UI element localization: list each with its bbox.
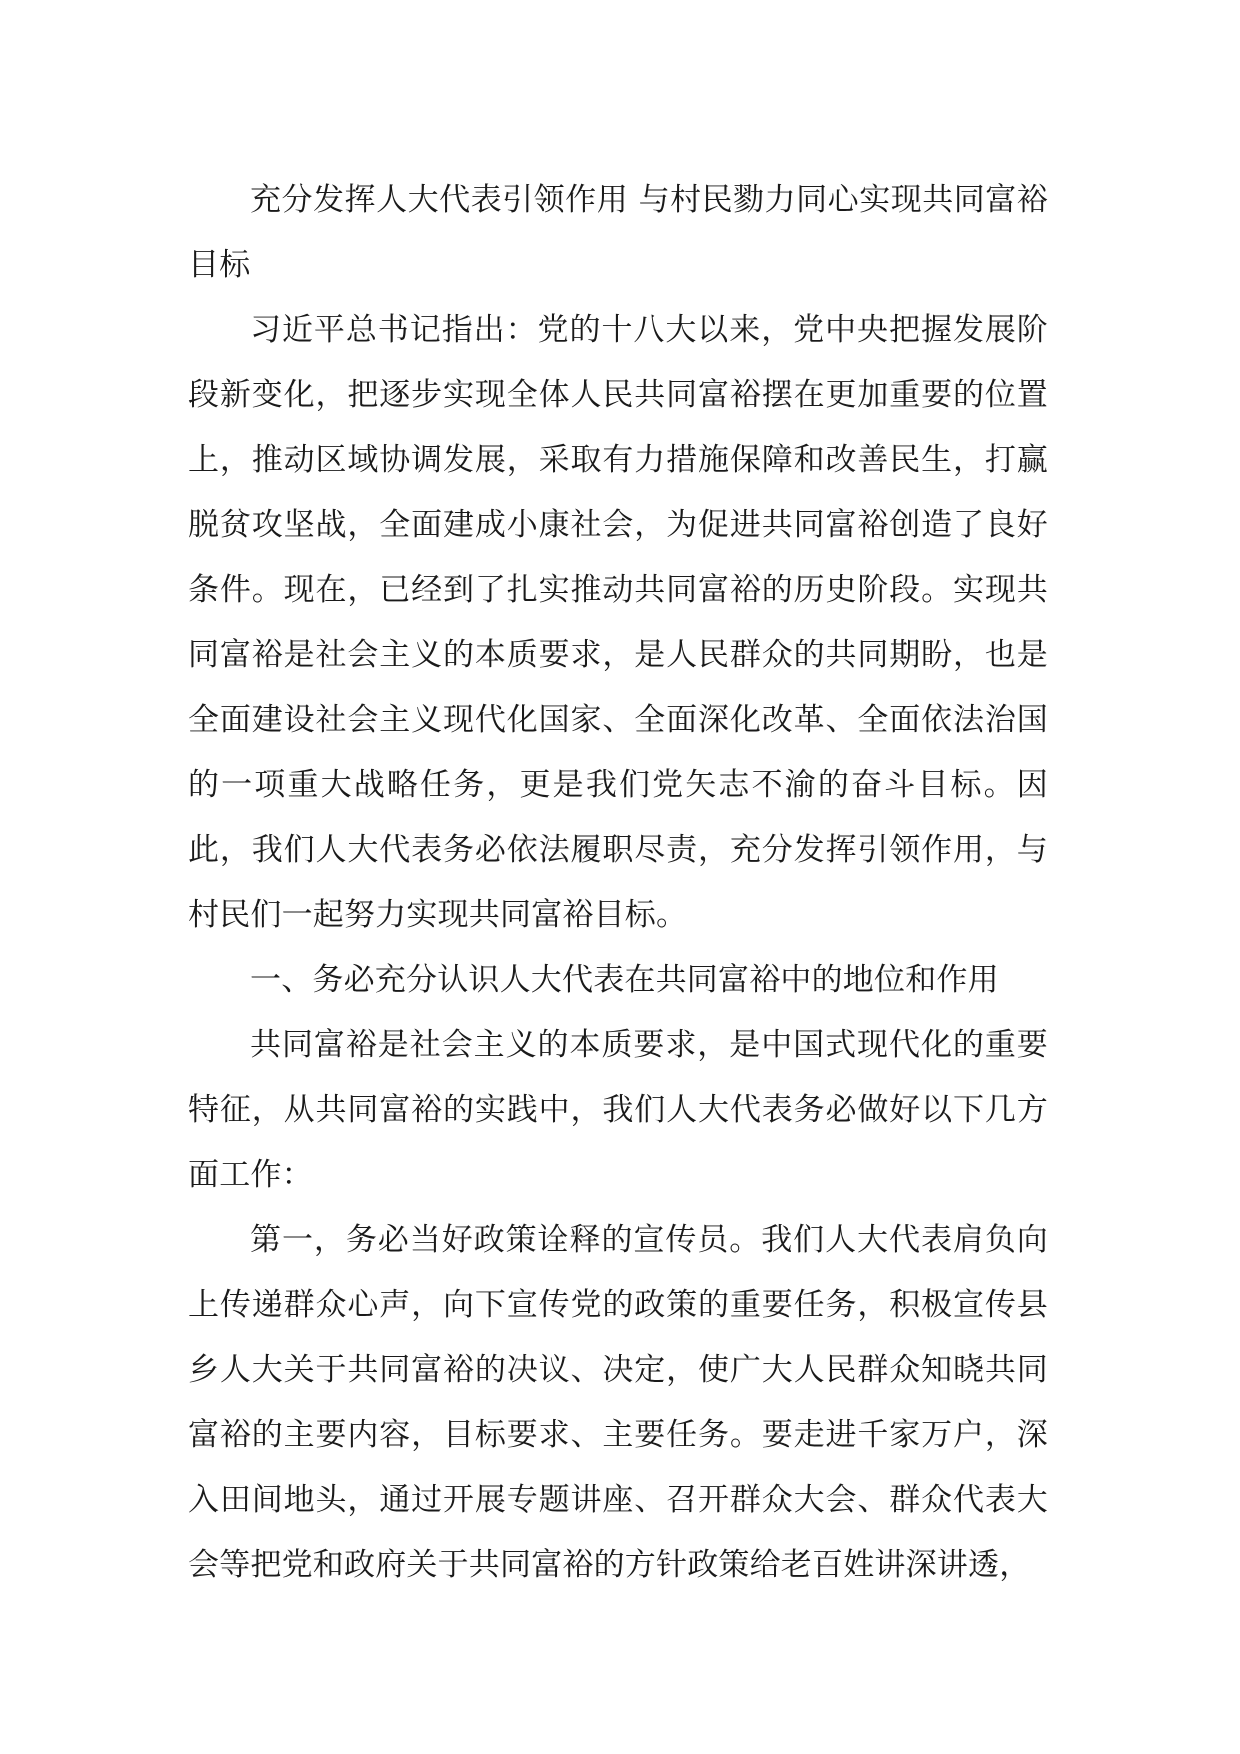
document-title: 充分发挥人大代表引领作用 与村民勠力同心实现共同富裕目标 — [188, 182, 1048, 283]
paragraph-section-1-intro: 共同富裕是社会主义的本质要求，是中国式现代化的重要特征，从共同富裕的实践中，我们人大代表务必做好以下几方面工作： — [188, 1027, 1048, 1193]
paragraph-point-1: 第一，务必当好政策诠释的宣传员。我们人大代表肩负向上传递群众心声，向下宣传党的政策的重要任务，积极宣传县乡人大关于共同富裕的决议、决定，使广大人民群众知晓共同富裕的主要内容，目标要求、主要任务。要走进千家万户，深入田间地头，通过开展专题讲座、召开群众大会、群众代表大会等把党和政府关于共同富裕的方针政策给老百姓讲深讲透， — [188, 1222, 1048, 1583]
paragraph-intro: 习近平总书记指出：党的十八大以来，党中央把握发展阶段新变化，把逐步实现全体人民共同富裕摆在更加重要的位置上，推动区域协调发展，采取有力措施保障和改善民生，打赢脱贫攻坚战，全面建成小康社会，为促进共同富裕创造了良好条件。现在，已经到了扎实推动共同富裕的历史阶段。实现共同富裕是社会主义的本质要求，是人民群众的共同期盼，也是全面建设社会主义现代化国家、全面深化改革、全面依法治国的一项重大战略任务，更是我们党矢志不渝的奋斗目标。因此，我们人大代表务必依法履职尽责，充分发挥引领作用，与村民们一起努力实现共同富裕目标。 — [188, 312, 1048, 933]
section-heading-1: 一、务必充分认识人大代表在共同富裕中的地位和作用 — [250, 962, 999, 998]
document-body — [188, 168, 1048, 1598]
